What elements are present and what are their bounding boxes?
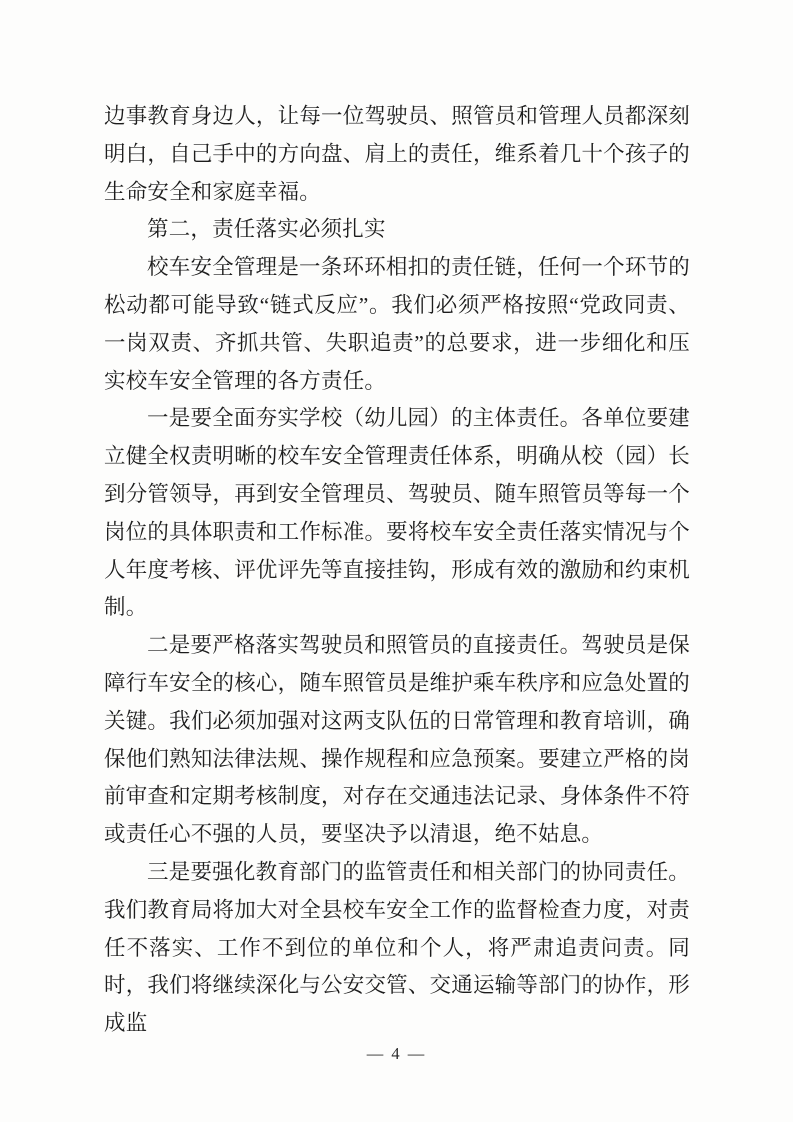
paragraph: 三是要强化教育部门的监管责任和相关部门的协同责任。我们教育局将加大对全县校车安全工作的监督检查力度，对责任不落实、工作不到位的单位和个人，将严肃追责问责。同时，我们将继续深化与公安交管、交通运输等部门的协作，形成监 bbox=[104, 859, 690, 1036]
document-body bbox=[104, 98, 690, 1043]
paragraph: 二是要严格落实驾驶员和照管员的直接责任。驾驶员是保障行车安全的核心，随车照管员是维护乘车秩序和应急处置的关键。我们必须加强对这两支队伍的日常管理和教育培训，确保他们熟知法律法规、操作规程和应急预案。要建立严格的岗前审查和定期考核制度，对存在交通违法记录、身体条件不符或责任心不强的人员，要坚决予以清退，绝不姑息。 bbox=[104, 633, 690, 847]
paragraph: 一是要全面夯实学校（幼儿园）的主体责任。各单位要建立健全权责明晰的校车安全管理责任体系，明确从校（园）长到分管领导，再到安全管理员、驾驶员、随车照管员等每一个岗位的具体职责和工作标准。要将校车安全责任落实情况与个人年度考核、评优评先等直接挂钩，形成有效的激励和约束机制。 bbox=[104, 406, 690, 620]
paragraph: 边事教育身边人，让每一位驾驶员、照管员和管理人员都深刻明白，自己手中的方向盘、肩上的责任，维系着几十个孩子的生命安全和家庭幸福。 bbox=[104, 104, 690, 204]
paragraph: 校车安全管理是一条环环相扣的责任链，任何一个环节的松动都可能导致“链式反应”。我们必须严格按照“党政同责、一岗双责、齐抓共管、失职追责”的总要求，进一步细化和压实校车安全管理的各方责任。 bbox=[104, 255, 690, 393]
paragraph: 第二，责任落实必须扎实 bbox=[147, 217, 386, 242]
page-footer bbox=[0, 1044, 793, 1064]
page-number: — 4 — bbox=[366, 1044, 427, 1063]
